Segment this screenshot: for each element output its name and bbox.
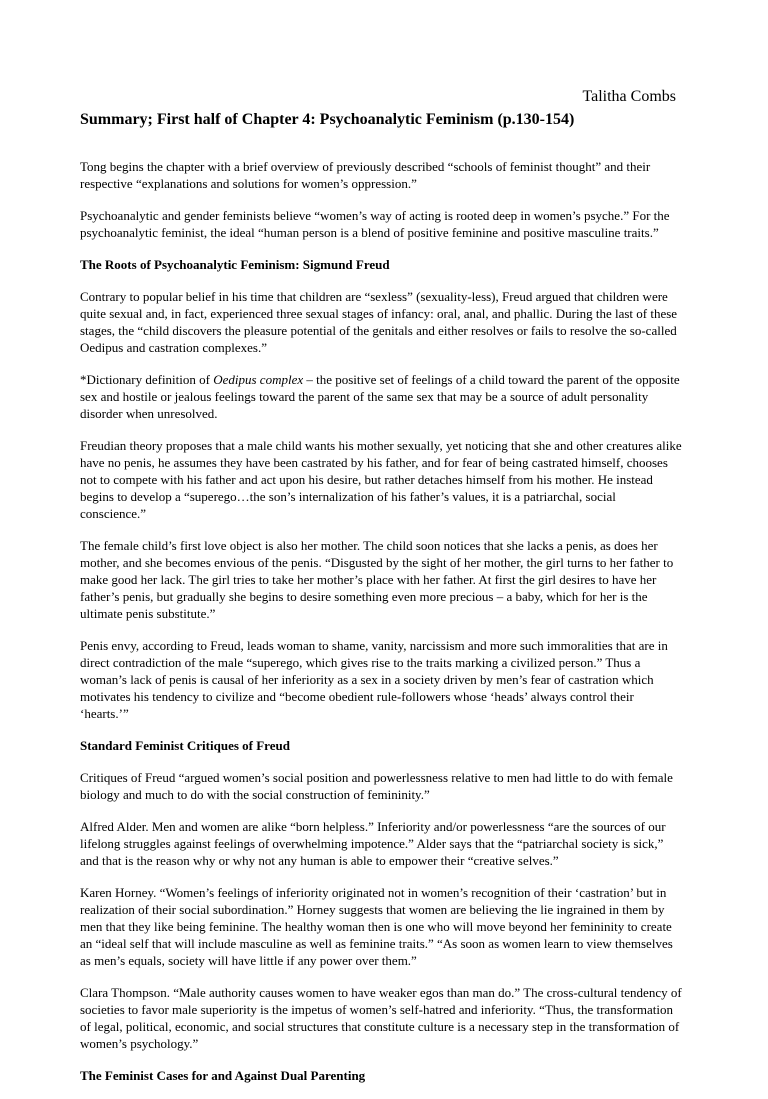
paragraph-intro: Tong begins the chapter with a brief overview of previously described “schools of feminist thought” and their respective “explanations and solutions for women’s oppression.” <box>80 159 651 191</box>
paragraph-freud-stages: Contrary to popular belief in his time that children are “sexless” (sexuality-less), Freud argued that children were quite sexual and, in fact, experienced three sexual stages of infancy: oral, anal, and phallic. During the last of these stages, the “child discovers the pleasure potential of the genitals and either resolves or fails to resolve the so-called Oedipus and castration complexes.” <box>80 289 678 355</box>
definition-text: – the positive set of feelings of a child toward the parent of the opposite sex and hostile or jealous feelings toward the parent of the same sex that may be a source of adult personality disorder when unresolved. <box>80 372 680 421</box>
definition-term: Oedipus complex <box>213 372 304 387</box>
paragraph-penis-envy: Penis envy, according to Freud, leads woman to shame, vanity, narcissism and more such immoralities that are in direct contradiction of the male “superego, which gives rise to the traits marking a civilized person.” Thus a woman’s lack of penis is causal of her inferiority as a sex in a society driven by men’s fear of castration which motivates his tendency to civilize and “become obedient rule-followers whose ‘heads’ always control their ‘hearts.’” <box>80 638 668 721</box>
paragraph-male-child: Freudian theory proposes that a male child wants his mother sexually, yet noticing that she and other creatures alike have no penis, he assumes they have been castrated by his father, and for fear of being castrated himself, chooses not to compete with his father and act upon his desire, but rather detaches himself from his mother. He instead begins to develop a “superego…the son’s internalization of his father’s values, it is a patriarchal, social conscience.” <box>80 438 682 521</box>
section-heading-critiques: Standard Feminist Critiques of Freud <box>80 738 290 753</box>
paragraph-definition <box>80 371 682 422</box>
author-name: Talitha Combs <box>582 88 676 105</box>
document-title: Summary; First half of Chapter 4: Psychoanalytic Feminism (p.130-154) <box>80 111 575 128</box>
section-heading-freud: The Roots of Psychoanalytic Feminism: Sigmund Freud <box>80 257 390 272</box>
paragraph-female-child: The female child’s first love object is also her mother. The child soon notices that she lacks a penis, as does her mother, and she becomes envious of the penis. “Disgusted by the sight of her mother, the girl turns to her father to make good her lack. The girl tries to take her mother’s place with her father. At first the girl desires to have her father’s penis, but gradually she begins to desire something even more precious – a baby, which for her is the ultimate penis substitute.” <box>80 538 674 621</box>
paragraph-thompson: Clara Thompson. “Male authority causes women to have weaker egos than man do.” The cross-cultural tendency of societies to favor male superiority is the impetus of women’s self-hatred and inferiority. “Thus, the transformation of legal, political, economic, and social structures that constitute culture is a necessary step in the transformation of women’s psychology.” <box>80 985 682 1051</box>
definition-prefix: *Dictionary definition of <box>80 372 214 387</box>
paragraph-critiques: Critiques of Freud “argued women’s social position and powerlessness relative to men had little to do with female biology and much to do with the social construction of femininity.” <box>80 770 673 802</box>
document-body <box>80 158 682 1099</box>
paragraph-alder: Alfred Alder. Men and women are alike “born helpless.” Inferiority and/or powerlessness “are the sources of our lifelong struggles against feelings of overwhelming impotence.” Alder says that the “patriarchal society is sick,” and that is the reason why or why not any human is able to empower their “creative selves.” <box>80 819 666 868</box>
paragraph-horney: Karen Horney. “Women’s feelings of inferiority originated not in women’s recognition of their ‘castration’ but in realization of their social subordination.” Horney suggests that women are believing the lie ingrained in them by men that they like being feminine. The healthy woman then is one who will move beyond her femininity to create an “ideal self that will include masculine as well as feminine traits.” “As soon as women learn to view themselves as men’s equals, society will have little if any power over them.” <box>80 885 673 968</box>
paragraph-psychoanalytic: Psychoanalytic and gender feminists believe “women’s way of acting is rooted deep in women’s psyche.” For the psychoanalytic feminist, the ideal “human person is a blend of positive feminine and positive masculine traits.” <box>80 208 670 240</box>
section-heading-dual-parenting: The Feminist Cases for and Against Dual Parenting <box>80 1068 366 1083</box>
